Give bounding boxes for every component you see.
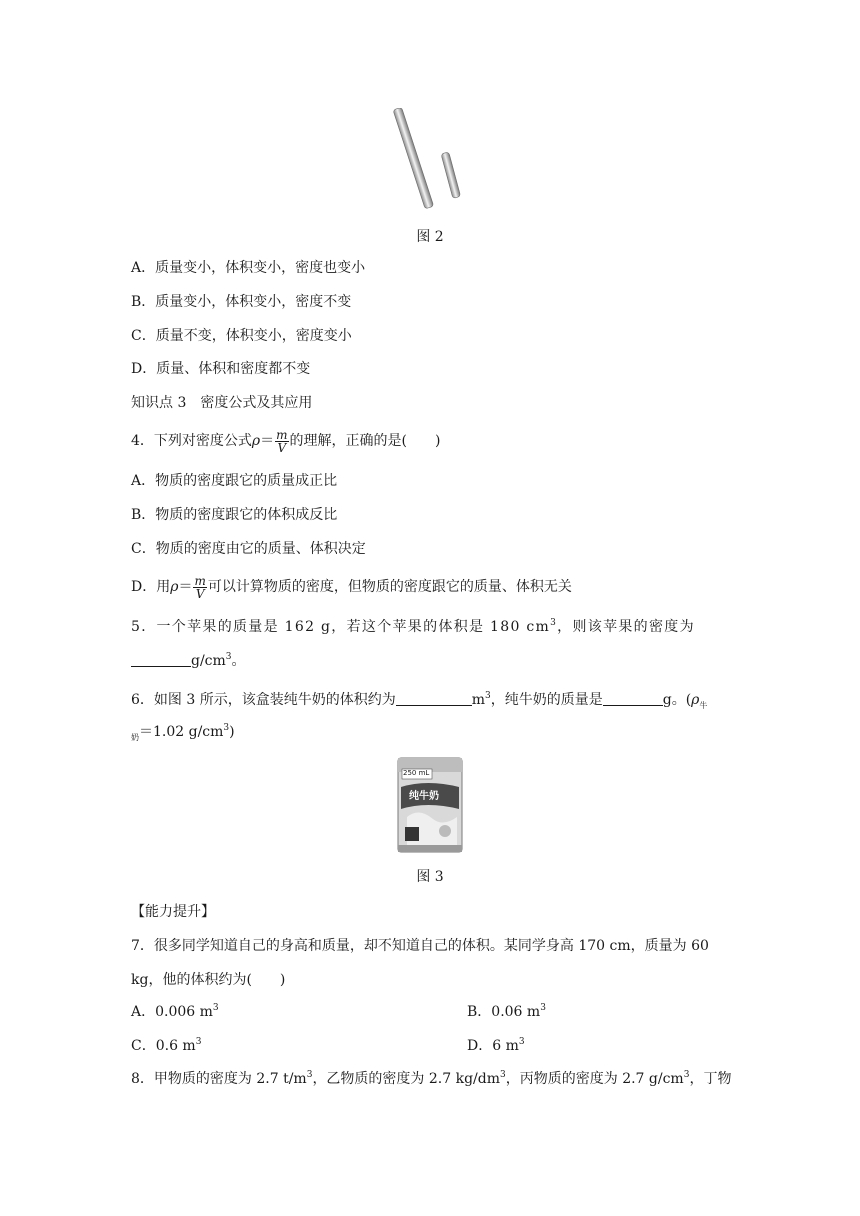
q8-sup-b: 3 xyxy=(500,1070,506,1080)
figure-3-caption: 图 3 xyxy=(416,869,444,885)
q6-text-a: 6．如图 3 所示，该盒装纯牛奶的体积约为 xyxy=(131,692,396,708)
q5-unit: g/cm xyxy=(191,653,226,669)
q4-stem xyxy=(131,424,440,458)
section-3-label: 知识点 3 xyxy=(131,395,187,411)
q7-option-d xyxy=(467,1036,525,1056)
q4-option-d xyxy=(131,570,572,604)
q5-text-a: 5．一个苹果的质量是 162 g，若这个苹果的体积是 180 cm xyxy=(131,619,551,635)
q8-text-a: 8．甲物质的密度为 2.7 t/m xyxy=(131,1071,307,1087)
q6-text-e: ＝1.02 g/cm xyxy=(139,724,224,740)
q7-option-c xyxy=(131,1036,201,1056)
q5-sup-2: 3 xyxy=(225,652,232,662)
q4-frac-den: V xyxy=(277,440,287,455)
q8-text-d: ，丁物 xyxy=(689,1071,732,1087)
q4-option-c: C．物质的密度由它的质量、体积决定 xyxy=(131,541,366,557)
q6-text-f: ) xyxy=(229,724,235,740)
q4-rho: ρ xyxy=(251,433,261,449)
q8-line-1 xyxy=(131,1069,731,1089)
q4-optd-eq: ＝ xyxy=(178,579,193,595)
q6-line-2 xyxy=(131,722,235,742)
q4-optd-rho: ρ xyxy=(170,579,179,595)
q6-mass-blank[interactable] xyxy=(603,691,663,706)
q3-option-b: B．质量变小，体积变小，密度不变 xyxy=(131,294,352,310)
q7-option-a-text: A．0.006 m xyxy=(131,1004,213,1020)
q7-option-d-text: D．6 m xyxy=(467,1038,519,1054)
q4-optd-frac-num: m xyxy=(194,573,206,588)
q5-line-2 xyxy=(131,651,246,671)
q4-suffix: 的理解，正确的是( ) xyxy=(289,433,441,449)
q5-end: 。 xyxy=(231,653,246,669)
q4-optd-prefix: D．用 xyxy=(131,579,171,595)
q7-option-a xyxy=(131,1002,219,1022)
q8-sup-c: 3 xyxy=(683,1070,690,1080)
carton-brand-label: 纯牛奶 xyxy=(409,791,439,802)
q6-sup-b: 3 xyxy=(485,691,491,701)
q8-text-b: ，乙物质的密度为 2.7 kg/dm xyxy=(312,1071,501,1087)
q5-text-b: ，则该苹果的密度为 xyxy=(557,619,695,635)
q4-optd-frac-den: V xyxy=(195,586,205,601)
q4-optd-suffix: 可以计算物质的密度，但物质的密度跟它的质量、体积无关 xyxy=(207,579,572,595)
q6-text-d: g。( xyxy=(662,692,692,708)
q6-line-1 xyxy=(131,690,707,710)
q7-option-c-sup: 3 xyxy=(195,1037,202,1047)
q3-option-c: C．质量不变，体积变小，密度变小 xyxy=(131,328,352,344)
q5-line-1 xyxy=(131,617,695,637)
q8-sup-a: 3 xyxy=(306,1070,313,1080)
rods-illustration xyxy=(385,108,475,214)
q6-sub-1: 牛 xyxy=(699,701,708,710)
section-3-heading xyxy=(131,393,312,413)
q3-option-d: D．质量、体积和密度都不变 xyxy=(131,361,311,377)
q6-sup-e: 3 xyxy=(223,723,230,733)
q6-text-c: ，纯牛奶的质量是 xyxy=(490,692,603,708)
figure-2-caption: 图 2 xyxy=(416,229,444,245)
q3-option-a: A．质量变小，体积变小，密度也变小 xyxy=(131,260,366,276)
q7-line-2: kg，他的体积约为( ) xyxy=(131,972,286,988)
q7-option-c-text: C．0.6 m xyxy=(131,1038,196,1054)
q4-eq: ＝ xyxy=(260,433,275,449)
q6-volume-blank[interactable] xyxy=(396,691,472,706)
q5-sup-1: 3 xyxy=(550,618,558,628)
q8-text-c: ，丙物质的密度为 2.7 g/cm xyxy=(505,1071,684,1087)
q4-fraction xyxy=(275,429,288,454)
q4-option-a: A．物质的密度跟它的质量成正比 xyxy=(131,473,338,489)
q7-option-b-sup: 3 xyxy=(540,1003,546,1013)
q5-answer-blank[interactable] xyxy=(131,652,191,667)
q6-rho: ρ xyxy=(691,692,700,708)
q7-line-1: 7．很多同学知道自己的身高和质量，却不知道自己的体积。某同学身高 170 cm，质量为 60 xyxy=(131,938,709,954)
q4-frac-num: m xyxy=(276,427,288,442)
q7-option-d-sup: 3 xyxy=(518,1037,525,1047)
figure-2-rods xyxy=(385,108,475,214)
carton-volume-label: 250 mL xyxy=(403,769,430,777)
q7-option-b xyxy=(467,1002,546,1022)
q7-option-a-sup: 3 xyxy=(212,1003,219,1013)
q4-prefix: 4．下列对密度公式 xyxy=(131,433,252,449)
q4-optd-fraction xyxy=(193,575,206,600)
q4-option-b: B．物质的密度跟它的体积成反比 xyxy=(131,507,338,523)
section-ability-heading: 【能力提升】 xyxy=(131,904,215,920)
q6-sub-2: 奶 xyxy=(131,733,139,742)
figure-3-milk-carton xyxy=(397,757,463,853)
q7-option-b-text: B．0.06 m xyxy=(467,1004,541,1020)
section-3-title: 密度公式及其应用 xyxy=(200,395,313,411)
q6-text-b: m xyxy=(471,692,485,708)
